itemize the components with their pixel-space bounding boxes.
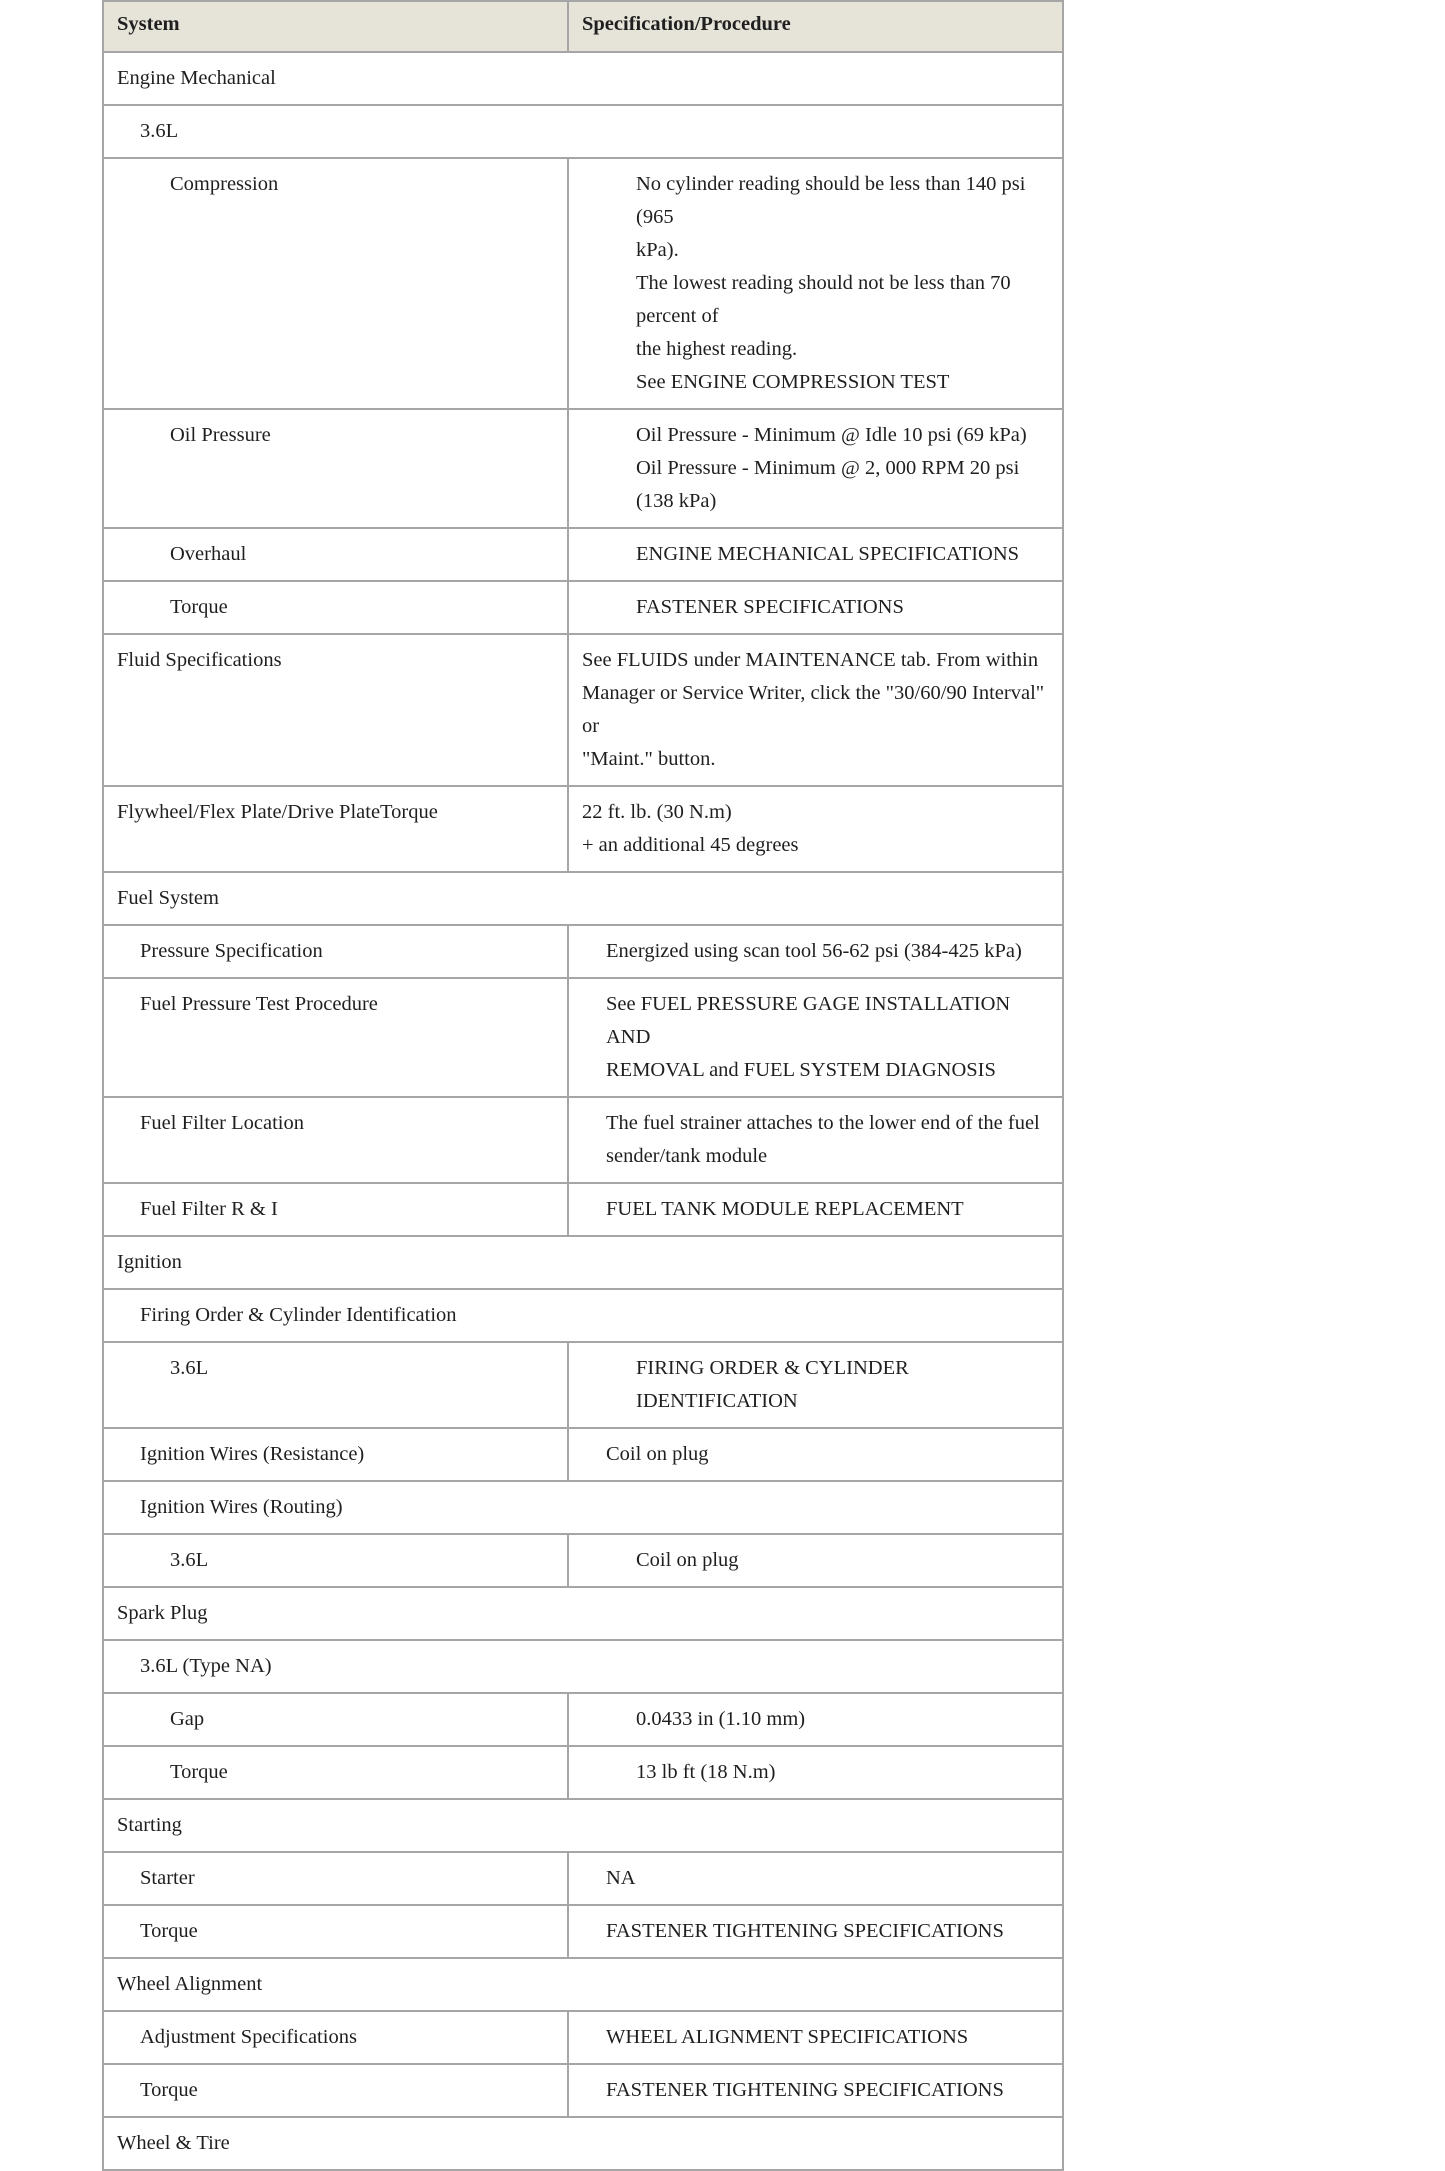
table-row — [103, 1236, 1063, 1289]
table-row — [103, 634, 1063, 786]
spec-line: + an additional 45 degrees — [582, 834, 799, 856]
system-cell: Adjustment Specifications — [103, 2011, 568, 2064]
spec-cell — [568, 1097, 1063, 1183]
table-row — [103, 581, 1063, 634]
spec-line: FASTENER TIGHTENING SPECIFICATIONS — [606, 2079, 1004, 2101]
spec-cell — [568, 978, 1063, 1097]
spec-cell — [568, 1905, 1063, 1958]
section-cell: Engine Mechanical — [103, 52, 1063, 105]
spec-line: Energized using scan tool 56-62 psi (384-425 kPa) — [606, 940, 1022, 962]
table-row — [103, 2011, 1063, 2064]
section-cell: Ignition — [103, 1236, 1063, 1289]
system-cell: Fuel Pressure Test Procedure — [103, 978, 568, 1097]
system-cell: 3.6L — [103, 1342, 568, 1428]
spec-line: See FUEL PRESSURE GAGE INSTALLATION AND — [606, 993, 1011, 1048]
section-cell: 3.6L — [103, 105, 1063, 158]
spec-line: FUEL TANK MODULE REPLACEMENT — [606, 1198, 964, 1220]
spec-line: "Maint." button. — [582, 748, 716, 770]
system-cell: Fuel Filter R & I — [103, 1183, 568, 1236]
spec-line: FASTENER TIGHTENING SPECIFICATIONS — [606, 1920, 1004, 1942]
spec-line: No cylinder reading should be less than 140 psi (965 — [636, 173, 1026, 228]
table-row — [103, 1342, 1063, 1428]
section-cell: Ignition Wires (Routing) — [103, 1481, 1063, 1534]
spec-cell — [568, 786, 1063, 872]
spec-cell — [568, 1746, 1063, 1799]
spec-line: NA — [606, 1867, 636, 1889]
spec-cell — [568, 2064, 1063, 2117]
table-row — [103, 1097, 1063, 1183]
spec-cell — [568, 528, 1063, 581]
table-row — [103, 1746, 1063, 1799]
table-row — [103, 1428, 1063, 1481]
table-row — [103, 786, 1063, 872]
column-header-spec: Specification/Procedure — [568, 1, 1063, 52]
column-header-system: System — [103, 1, 568, 52]
spec-cell — [568, 1693, 1063, 1746]
spec-table — [102, 0, 1064, 2171]
table-row — [103, 105, 1063, 158]
table-row — [103, 1799, 1063, 1852]
spec-line: Coil on plug — [636, 1549, 739, 1571]
system-cell: Starter — [103, 1852, 568, 1905]
table-row — [103, 1289, 1063, 1342]
table-body — [103, 52, 1063, 2170]
spec-cell — [568, 581, 1063, 634]
section-cell: Wheel & Tire — [103, 2117, 1063, 2170]
spec-cell — [568, 1534, 1063, 1587]
spec-line: The fuel strainer attaches to the lower end of the fuel — [606, 1112, 1040, 1134]
table-row — [103, 1693, 1063, 1746]
table-row — [103, 1852, 1063, 1905]
section-cell: Wheel Alignment — [103, 1958, 1063, 2011]
spec-cell — [568, 1183, 1063, 1236]
spec-line: 0.0433 in (1.10 mm) — [636, 1708, 806, 1730]
spec-line: ENGINE MECHANICAL SPECIFICATIONS — [636, 543, 1020, 565]
spec-line: REMOVAL and FUEL SYSTEM DIAGNOSIS — [606, 1059, 996, 1081]
table-row — [103, 925, 1063, 978]
system-cell: Pressure Specification — [103, 925, 568, 978]
spec-line: Coil on plug — [606, 1443, 709, 1465]
table-header-row — [103, 1, 1063, 52]
table-row — [103, 872, 1063, 925]
system-cell: Flywheel/Flex Plate/Drive PlateTorque — [103, 786, 568, 872]
table-row — [103, 52, 1063, 105]
spec-line: Oil Pressure - Minimum @ 2, 000 RPM 20 psi (138 kPa) — [636, 457, 1020, 512]
system-cell: Torque — [103, 1746, 568, 1799]
table-row — [103, 2117, 1063, 2170]
spec-line: WHEEL ALIGNMENT SPECIFICATIONS — [606, 2026, 969, 2048]
table-row — [103, 1640, 1063, 1693]
table-row — [103, 1534, 1063, 1587]
table-row — [103, 1958, 1063, 2011]
spec-line: Manager or Service Writer, click the "30/60/90 Interval" or — [582, 682, 1045, 737]
section-cell: Firing Order & Cylinder Identification — [103, 1289, 1063, 1342]
spec-cell — [568, 409, 1063, 528]
system-cell: Gap — [103, 1693, 568, 1746]
spec-cell — [568, 925, 1063, 978]
system-cell: 3.6L — [103, 1534, 568, 1587]
table-row — [103, 528, 1063, 581]
section-cell: Starting — [103, 1799, 1063, 1852]
spec-cell — [568, 1342, 1063, 1428]
spec-line: kPa). — [636, 239, 679, 261]
table-row — [103, 2064, 1063, 2117]
spec-line: See FLUIDS under MAINTENANCE tab. From within — [582, 649, 1039, 671]
spec-cell — [568, 158, 1063, 409]
table-row — [103, 409, 1063, 528]
section-cell: 3.6L (Type NA) — [103, 1640, 1063, 1693]
system-cell: Oil Pressure — [103, 409, 568, 528]
spec-line: FIRING ORDER & CYLINDER IDENTIFICATION — [636, 1357, 909, 1412]
spec-cell — [568, 634, 1063, 786]
spec-cell — [568, 2011, 1063, 2064]
section-cell: Fuel System — [103, 872, 1063, 925]
system-cell: Torque — [103, 2064, 568, 2117]
section-cell: Spark Plug — [103, 1587, 1063, 1640]
system-cell: Torque — [103, 581, 568, 634]
system-cell: Fuel Filter Location — [103, 1097, 568, 1183]
table-row — [103, 1481, 1063, 1534]
system-cell: Ignition Wires (Resistance) — [103, 1428, 568, 1481]
spec-line: Oil Pressure - Minimum @ Idle 10 psi (69 kPa) — [636, 424, 1027, 446]
spec-cell — [568, 1852, 1063, 1905]
spec-line: sender/tank module — [606, 1145, 768, 1167]
table-row — [103, 1183, 1063, 1236]
system-cell: Compression — [103, 158, 568, 409]
table-row — [103, 978, 1063, 1097]
spec-cell — [568, 1428, 1063, 1481]
system-cell: Torque — [103, 1905, 568, 1958]
spec-line: See ENGINE COMPRESSION TEST — [636, 371, 950, 393]
table-row — [103, 1587, 1063, 1640]
system-cell: Overhaul — [103, 528, 568, 581]
system-cell: Fluid Specifications — [103, 634, 568, 786]
table-row — [103, 158, 1063, 409]
table-row — [103, 1905, 1063, 1958]
spec-line: 22 ft. lb. (30 N.m) — [582, 801, 732, 823]
spec-line: FASTENER SPECIFICATIONS — [636, 596, 904, 618]
spec-line: 13 lb ft (18 N.m) — [636, 1761, 776, 1783]
spec-line: The lowest reading should not be less than 70 percent of — [636, 272, 1011, 327]
spec-line: the highest reading. — [636, 338, 798, 360]
